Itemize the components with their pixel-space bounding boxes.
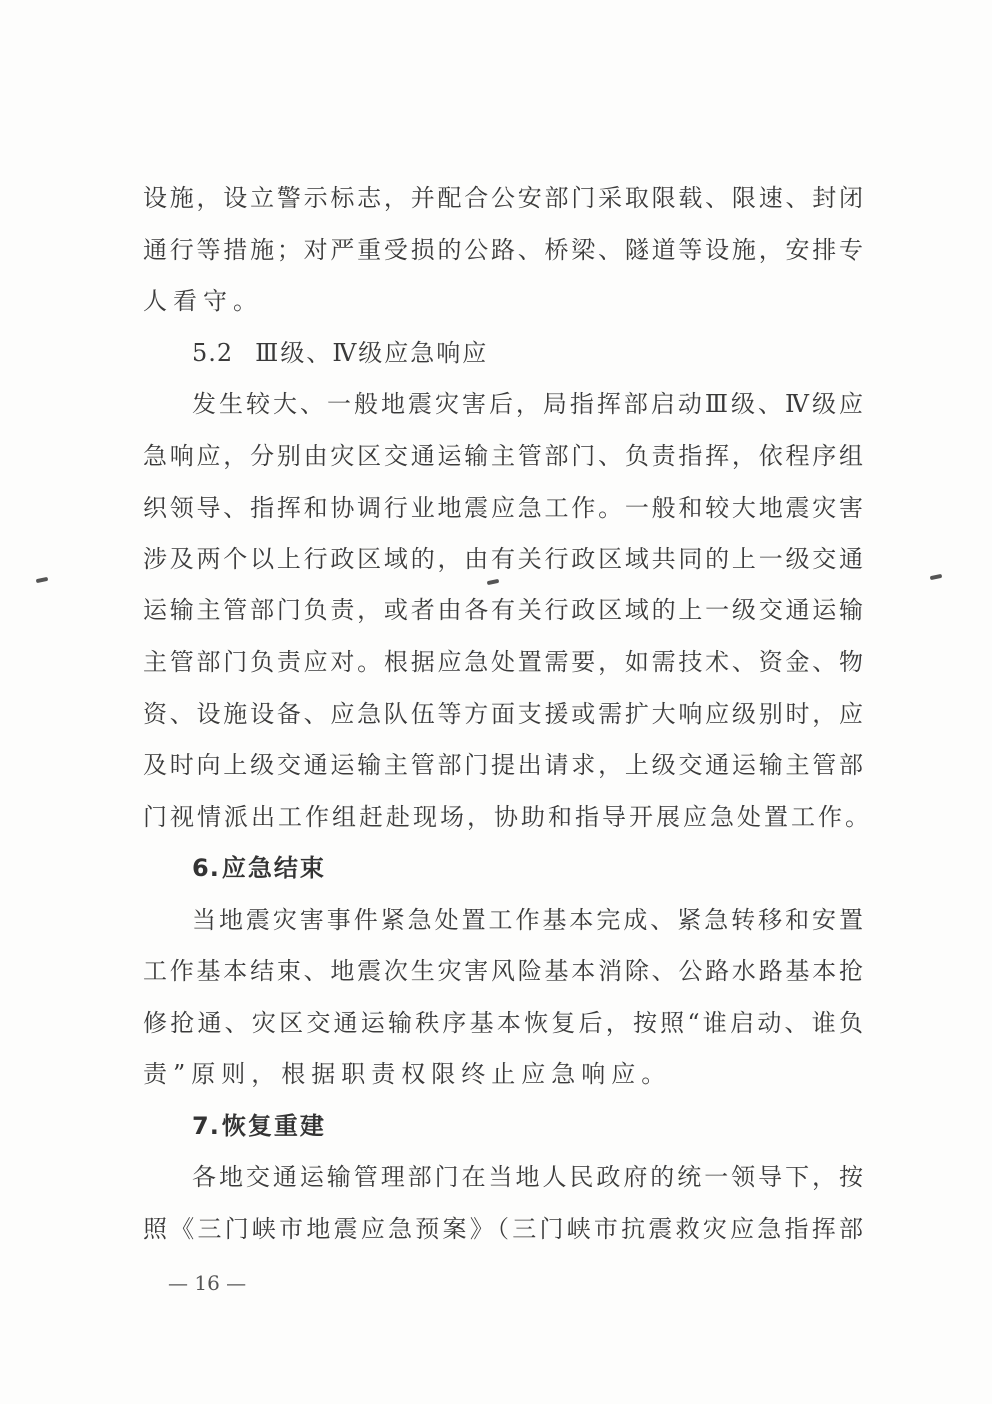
body-line: 发生较大、一般地震灾害后，局指挥部启动Ⅲ级、Ⅳ级应 xyxy=(192,390,863,418)
body-line: 门视情派出工作组赶赴现场，协助和指导开展应急处置工作。 xyxy=(143,803,872,831)
section-number: 6. xyxy=(192,854,220,882)
body-line: 涉及两个以上行政区域的，由有关行政区域共同的上一级交通 xyxy=(143,545,863,573)
body-line: 运输主管部门负责，或者由各有关行政区域的上一级交通运输 xyxy=(143,596,863,624)
body-line: 主管部门负责应对。根据应急处置需要，如需技术、资金、物 xyxy=(143,648,863,676)
section-title: Ⅲ级、Ⅳ级应急响应 xyxy=(255,339,489,367)
body-line: 通行等措施；对严重受损的公路、桥梁、隧道等设施，安排专 xyxy=(143,236,863,264)
body-line: 及时向上级交通运输主管部门提出请求，上级交通运输主管部 xyxy=(143,751,863,779)
binding-mark xyxy=(36,577,49,583)
section-number: 7. xyxy=(192,1112,220,1140)
body-line: 照《三门峡市地震应急预案》（三门峡市抗震救灾应急指挥部 xyxy=(143,1215,863,1243)
body-line: 急响应，分别由灾区交通运输主管部门、负责指挥，依程序组 xyxy=(143,442,863,470)
section-heading-6 xyxy=(192,848,326,888)
body-line: 织领导、指挥和协调行业地震应急工作。一般和较大地震灾害 xyxy=(143,494,863,522)
body-line: 设施，设立警示标志，并配合公安部门采取限载、限速、封闭 xyxy=(143,184,863,212)
body-line: 人看守。 xyxy=(143,287,263,315)
binding-mark xyxy=(930,574,943,580)
section-number: 5.2 xyxy=(192,339,234,367)
body-line: 修抢通、灾区交通运输秩序基本恢复后，按照“谁启动、谁负 xyxy=(143,1009,863,1037)
section-title: 应急结束 xyxy=(221,854,326,882)
body-line: 资、设施设备、应急队伍等方面支援或需扩大响应级别时，应 xyxy=(143,700,863,728)
binding-mark xyxy=(487,579,500,585)
body-line: 当地震灾害事件紧急处置工作基本完成、紧急转移和安置 xyxy=(192,906,863,934)
section-title: 恢复重建 xyxy=(221,1112,326,1140)
section-heading-5-2 xyxy=(192,333,488,373)
section-heading-7 xyxy=(192,1106,326,1146)
page-number: — 16 — xyxy=(168,1271,247,1295)
body-line: 工作基本结束、地震次生灾害风险基本消除、公路水路基本抢 xyxy=(143,957,863,985)
body-line: 各地交通运输管理部门在当地人民政府的统一领导下，按 xyxy=(192,1163,863,1191)
body-line: 责”原则，根据职责权限终止应急响应。 xyxy=(143,1060,672,1088)
